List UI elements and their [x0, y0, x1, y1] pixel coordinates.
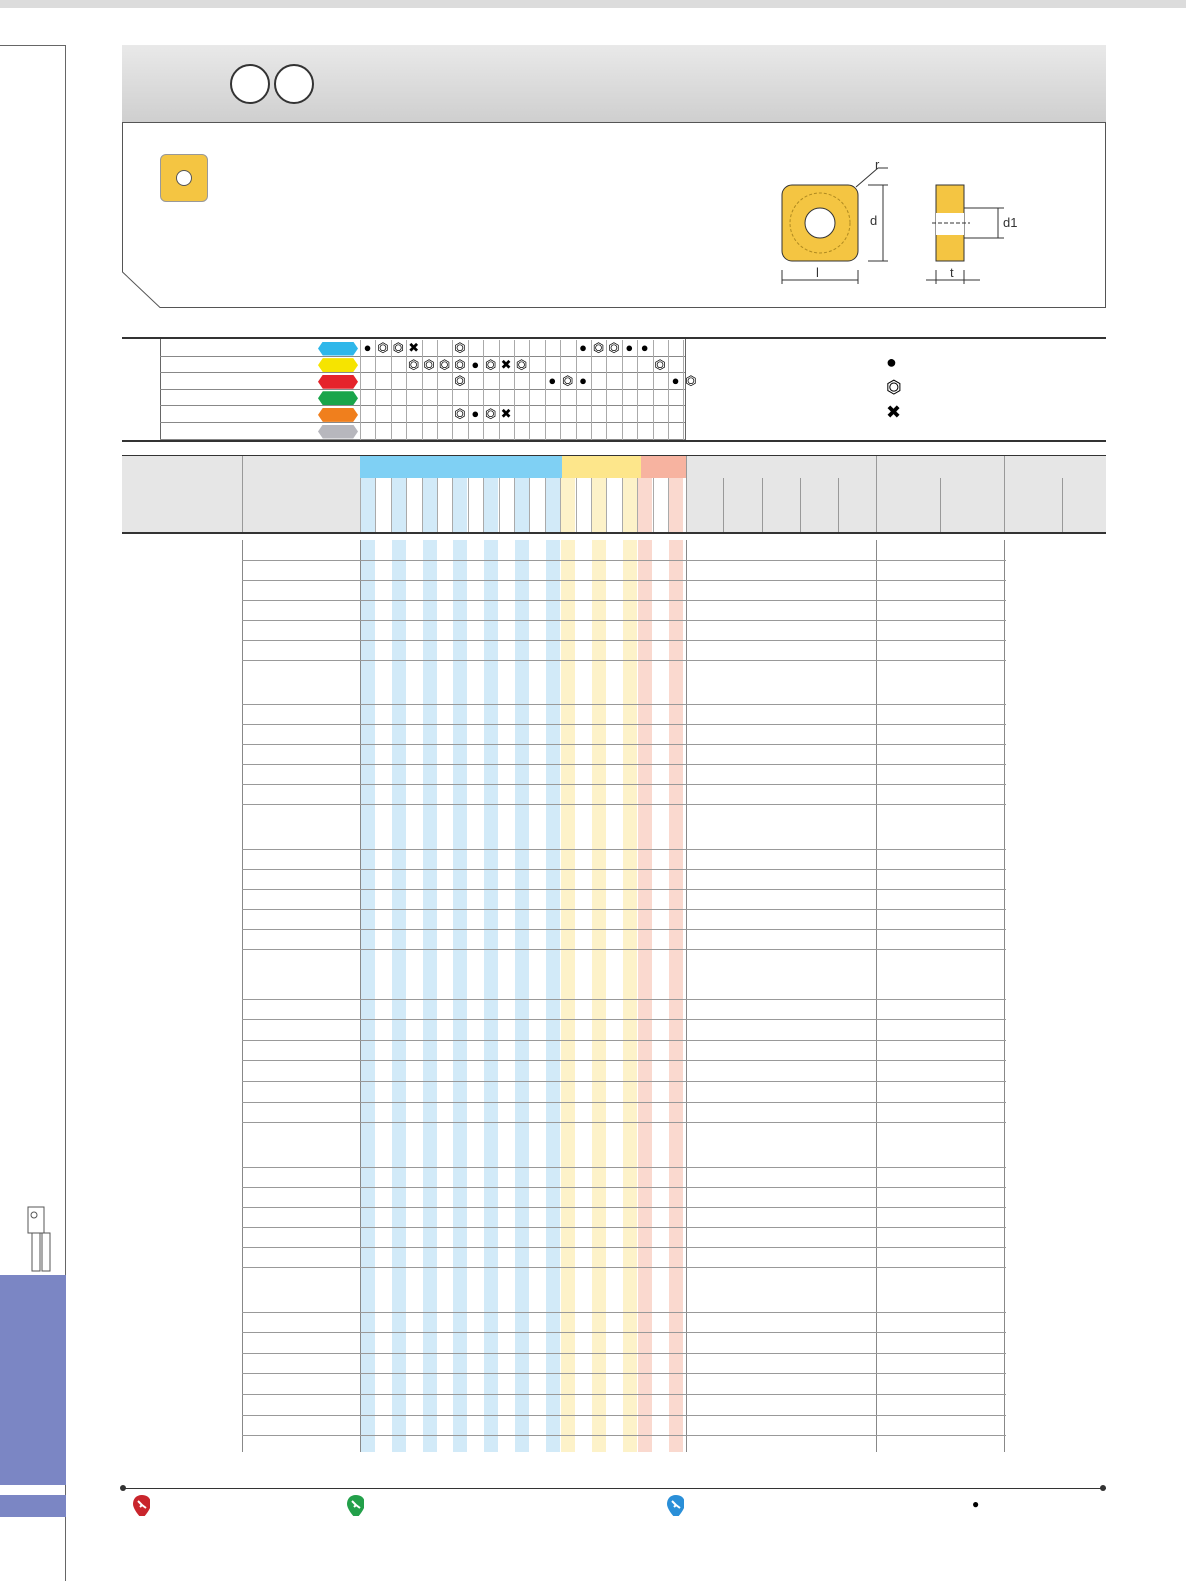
steel-chevron — [318, 342, 358, 356]
header-grade-divider — [637, 478, 638, 532]
legend-cell-line — [591, 406, 592, 423]
legend-cell-line — [591, 357, 592, 374]
legend-cell-line — [668, 390, 669, 407]
legend-bottom-rule — [122, 440, 1106, 442]
legend-cell-line — [606, 423, 607, 440]
hardened-chevron — [318, 425, 358, 439]
group-4-black-new-row-line — [242, 1040, 1006, 1041]
header-grade-divider — [375, 478, 376, 532]
grade-column-fill — [561, 540, 575, 1452]
legend-cell-line — [499, 373, 500, 390]
legend-cell-line — [360, 423, 361, 440]
legend-cell-line — [591, 423, 592, 440]
header-grade-column — [592, 478, 606, 532]
legend-symbol: ● — [671, 373, 680, 389]
legend-cell-line — [683, 357, 684, 374]
legend-cell-line — [360, 406, 361, 423]
legend-key-possible-symbol: ✖ — [886, 402, 902, 422]
group-3-gold-wide-row-line — [242, 909, 1006, 910]
group-4-black-new-row-line — [242, 1102, 1006, 1103]
body-divider — [1004, 540, 1005, 1452]
heat-resistant-chevron — [318, 408, 358, 422]
group-2-dark-chipbreaker-row-line — [242, 804, 1006, 805]
non-ferrous-chevron — [318, 391, 358, 405]
table-header-bottom-rule — [122, 532, 1106, 534]
legend-cell-line — [668, 423, 669, 440]
cast-iron-chevron — [318, 375, 358, 389]
header-grade-divider — [360, 478, 361, 532]
legend-cell-line — [637, 406, 638, 423]
grade-column-fill — [484, 540, 498, 1452]
legend-symbol: ⏣ — [515, 356, 528, 372]
legend-cell-line — [683, 390, 684, 407]
legend-cell-line — [499, 390, 500, 407]
legend-cell-line — [437, 406, 438, 423]
header-grade-divider — [422, 478, 423, 532]
legend-cell-line — [499, 423, 500, 440]
footer-pin-icon-2 — [346, 1494, 364, 1516]
legend-cell-line — [422, 406, 423, 423]
stainless-chevron — [318, 358, 358, 372]
header-grade-column — [561, 478, 575, 532]
group-2-dark-chipbreaker-row-line — [242, 744, 1006, 745]
legend-symbol: ● — [640, 340, 649, 355]
legend-cell-line — [529, 340, 530, 357]
legend-symbol: ⏣ — [377, 340, 389, 355]
group-6-silver-row-line — [242, 1332, 1006, 1333]
legend-cell-line — [545, 423, 546, 440]
header-grade-column — [546, 478, 560, 532]
legend-cell-line — [437, 340, 438, 357]
legend-cell-line — [545, 406, 546, 423]
legend-cell-line — [514, 340, 515, 357]
footer-dot-note: ● — [972, 1497, 980, 1511]
legend-cell-line — [529, 406, 530, 423]
group-5-gray-new-row-line — [242, 1167, 1006, 1168]
legend-symbol: ● — [625, 340, 634, 355]
header-circle-1 — [230, 64, 270, 104]
legend-cell-line — [545, 390, 546, 407]
legend-cell-line — [529, 390, 530, 407]
legend-cell-line — [606, 390, 607, 407]
grade-column-fill — [361, 540, 375, 1452]
legend-cell-line — [653, 406, 654, 423]
legend-cell-line — [375, 423, 376, 440]
legend-cell-line — [560, 340, 561, 357]
legend-cell-line — [529, 373, 530, 390]
dim-label-l: l — [816, 265, 819, 280]
legend-cell-line — [606, 406, 607, 423]
group-5-gray-new-row-line — [242, 1187, 1006, 1188]
legend-cell-line — [576, 423, 577, 440]
header-dim-divider — [876, 456, 877, 532]
legend-cell-line — [591, 390, 592, 407]
header-dim-divider — [940, 478, 941, 532]
legend-cell-line — [422, 340, 423, 357]
sidebar-frame — [0, 45, 66, 1205]
header-circle-2 — [274, 64, 314, 104]
legend-cell-line — [406, 423, 407, 440]
header-grade-column — [669, 478, 683, 532]
footer-rule-start — [120, 1485, 126, 1491]
header-grade-divider — [653, 478, 654, 532]
header-grade-column — [392, 478, 406, 532]
legend-cell-line — [360, 357, 361, 374]
legend-cell-line — [468, 340, 469, 357]
header-grade-column — [623, 478, 637, 532]
legend-cell-line — [468, 390, 469, 407]
legend-symbol: ⏣ — [438, 356, 451, 372]
header-dim-divider — [723, 478, 724, 532]
legend-cell-line — [375, 357, 376, 374]
legend-symbol: ✖ — [408, 340, 420, 355]
legend-symbol: ⏣ — [392, 340, 404, 355]
header-dim-divider — [762, 478, 763, 532]
holder-icon — [18, 1205, 58, 1275]
legend-cell-line — [391, 390, 392, 407]
grade-column-fill — [623, 540, 637, 1452]
legend-cell-line — [622, 406, 623, 423]
footer-pin-icon-3 — [666, 1494, 684, 1516]
group-4-black-new-row-line — [242, 1081, 1006, 1082]
group-1-gold-chipbreaker-row-line — [242, 600, 1006, 601]
legend-key-primary-symbol: ● — [886, 352, 897, 372]
header-cell-dimensions — [686, 456, 1106, 532]
grade-column-fill — [423, 540, 437, 1452]
section-tab[interactable] — [0, 1275, 66, 1485]
legend-cell-line — [391, 373, 392, 390]
header-grade-divider — [591, 478, 592, 532]
legend-cell-line — [483, 423, 484, 440]
section-tab-small[interactable] — [0, 1495, 66, 1517]
legend-cell-line — [514, 373, 515, 390]
group-4-black-new-row-line — [242, 999, 1006, 1000]
header-grade-divider — [668, 478, 669, 532]
header-grade-column — [423, 478, 437, 532]
legend-symbol: ⏣ — [654, 356, 666, 372]
legend-cell-line — [683, 406, 684, 423]
legend-key-secondary-symbol: ⏣ — [886, 377, 902, 397]
shape-icon-hole — [176, 170, 192, 186]
legend-cell-line — [637, 423, 638, 440]
grade-column-fill — [638, 540, 652, 1452]
grade-column-fill — [392, 540, 406, 1452]
group-4-black-new-row-line — [242, 1060, 1006, 1061]
group-5-gray-new-row-line — [242, 1247, 1006, 1248]
legend-cell-line — [391, 423, 392, 440]
legend-cell-line — [560, 423, 561, 440]
legend-cell-line — [606, 357, 607, 374]
legend-cell-line — [637, 373, 638, 390]
legend-symbol: ⏣ — [562, 373, 574, 389]
header-grade-column — [484, 478, 498, 532]
group-3-gold-wide-row-line — [242, 929, 1006, 930]
legend-cell-line — [622, 373, 623, 390]
group-4-black-new-row-line — [242, 1019, 1006, 1020]
grade-column-fill — [669, 540, 683, 1452]
group-6-silver-row-line — [242, 1312, 1006, 1313]
legend-symbol: ● — [579, 373, 588, 389]
legend-cell-line — [422, 423, 423, 440]
legend-cell-line — [514, 423, 515, 440]
header-dim-divider — [1062, 478, 1063, 532]
header-grade-divider — [529, 478, 530, 532]
legend-cell-line — [560, 357, 561, 374]
legend-cell-line — [406, 406, 407, 423]
legend-cell-line — [360, 390, 361, 407]
header-grade-divider — [514, 478, 515, 532]
legend-cell-line — [529, 423, 530, 440]
legend-symbol: ⏣ — [454, 340, 466, 355]
group-2-dark-chipbreaker-row-line — [242, 724, 1006, 725]
legend-cell-line — [622, 357, 623, 374]
dim-label-r: r — [875, 157, 880, 172]
group-1-gold-chipbreaker-row-line — [242, 640, 1006, 641]
legend-cell-line — [529, 357, 530, 374]
footer-rule — [122, 1488, 1106, 1489]
header-dim-divider — [1004, 456, 1005, 532]
group-3-gold-wide-row-line — [242, 949, 1006, 950]
grade-column-fill — [546, 540, 560, 1452]
group-6-silver-row-line — [242, 1353, 1006, 1354]
grade-column-fill — [515, 540, 529, 1452]
group-1-gold-chipbreaker-row-line — [242, 560, 1006, 561]
group-1-gold-chipbreaker-row-line — [242, 580, 1006, 581]
legend-cell-line — [622, 423, 623, 440]
group-5-gray-new-row-line — [242, 1227, 1006, 1228]
grade-column-fill — [592, 540, 606, 1452]
legend-cell-line — [560, 406, 561, 423]
group-5-gray-new-row-line — [242, 1207, 1006, 1208]
group-3-gold-wide-row-line — [242, 869, 1006, 870]
band-stainless — [562, 456, 641, 478]
legend-cell-line — [406, 390, 407, 407]
legend-cell-line — [683, 423, 684, 440]
dim-label-d1: d1 — [1003, 215, 1018, 230]
group-5-gray-new-row-line — [242, 1267, 1006, 1268]
legend-cell-line — [653, 373, 654, 390]
top-bar — [0, 0, 1186, 8]
band-cast — [641, 456, 686, 478]
legend-cell-line — [437, 423, 438, 440]
group-2-dark-chipbreaker-row-line — [242, 704, 1006, 705]
legend-cell-line — [422, 373, 423, 390]
legend-symbol: ⏣ — [592, 340, 605, 355]
legend-cell-line — [406, 373, 407, 390]
header-grade-divider — [576, 478, 577, 532]
legend-cell-line — [653, 340, 654, 357]
header-grade-column — [638, 478, 652, 532]
legend-cell-line — [468, 423, 469, 440]
dim-label-d: d — [870, 213, 878, 228]
legend-cell-line — [576, 390, 577, 407]
legend-cell-line — [375, 390, 376, 407]
header-dim-divider — [800, 478, 801, 532]
legend-cell-line — [514, 406, 515, 423]
header-cell-designation — [242, 456, 360, 532]
legend-symbol: ● — [579, 340, 588, 355]
legend-cell-line — [668, 406, 669, 423]
group-3-gold-wide-row-line — [242, 849, 1006, 850]
legend-top-rule — [122, 337, 1106, 339]
legend-symbol: ● — [471, 406, 480, 422]
body-divider — [242, 540, 243, 1452]
legend-cell-line — [545, 357, 546, 374]
legend-cell-line — [452, 390, 453, 407]
header-grade-column — [515, 478, 529, 532]
band-steel — [360, 456, 562, 478]
legend-cell-line — [668, 340, 669, 357]
legend-symbol: ● — [471, 356, 480, 372]
legend-symbol: ✖ — [500, 356, 512, 372]
header-grade-column — [361, 478, 375, 532]
group-3-gold-wide-row-line — [242, 889, 1006, 890]
legend-symbol: ⏣ — [608, 340, 620, 355]
legend-right-border — [685, 339, 686, 440]
legend-cell-line — [637, 390, 638, 407]
header-grade-divider — [606, 478, 607, 532]
legend-cell-line — [375, 406, 376, 423]
legend-symbol: ✖ — [500, 406, 512, 422]
legend-cell-line — [668, 357, 669, 374]
legend-cell-line — [576, 357, 577, 374]
dim-label-t: t — [950, 265, 954, 280]
legend-symbol: ⏣ — [423, 356, 435, 372]
header-grade-divider — [406, 478, 407, 532]
legend-symbol: ⏣ — [685, 373, 697, 389]
legend-cell-line — [391, 357, 392, 374]
group-2-dark-chipbreaker-row-line — [242, 784, 1006, 785]
header-grade-divider — [622, 478, 623, 532]
group-1-gold-chipbreaker-row-line — [242, 620, 1006, 621]
legend-symbol: ⏣ — [485, 356, 497, 372]
legend-symbol: ⏣ — [454, 373, 466, 389]
body-divider — [360, 540, 361, 1452]
header-grade-divider — [452, 478, 453, 532]
group-6-silver-row-line — [242, 1373, 1006, 1374]
legend-cell-line — [653, 423, 654, 440]
legend-cell-line — [622, 390, 623, 407]
header-grade-divider — [391, 478, 392, 532]
header-grade-divider — [560, 478, 561, 532]
legend-symbol: ⏣ — [485, 406, 497, 422]
header-dim-divider — [838, 478, 839, 532]
legend-cell-line — [437, 373, 438, 390]
legend-cell-line — [637, 357, 638, 374]
header-grade-divider — [483, 478, 484, 532]
legend-cell-line — [653, 390, 654, 407]
legend-symbol: ⏣ — [454, 406, 466, 422]
group-6-silver-row-line — [242, 1394, 1006, 1395]
header-dim-divider — [686, 456, 687, 532]
legend-cell-line — [483, 373, 484, 390]
legend-cell-line — [483, 390, 484, 407]
legend-cell-line — [514, 390, 515, 407]
header-grade-divider — [468, 478, 469, 532]
header-cell-image — [122, 456, 242, 532]
legend-cell-line — [591, 373, 592, 390]
group-6-silver-row-line — [242, 1415, 1006, 1416]
body-divider — [876, 540, 877, 1452]
legend-cell-line — [360, 373, 361, 390]
header-grade-column — [453, 478, 467, 532]
legend-cell-line — [576, 406, 577, 423]
legend-cell-line — [499, 340, 500, 357]
legend-cell-line — [683, 340, 684, 357]
legend-symbol: ● — [363, 340, 372, 355]
group-6-silver-row-line — [242, 1435, 1006, 1436]
legend-cell-line — [606, 373, 607, 390]
legend-cell-line — [375, 373, 376, 390]
legend-cell-line — [483, 340, 484, 357]
legend-cell-line — [391, 406, 392, 423]
header-grade-divider — [545, 478, 546, 532]
body-divider — [686, 540, 687, 1452]
legend-cell-line — [560, 390, 561, 407]
group-2-dark-chipbreaker-row-line — [242, 764, 1006, 765]
legend-symbol: ● — [548, 373, 557, 389]
header-grade-divider — [437, 478, 438, 532]
group-4-black-new-row-line — [242, 1122, 1006, 1123]
legend-cell-line — [468, 373, 469, 390]
footer-rule-end — [1100, 1485, 1106, 1491]
legend-symbol: ⏣ — [408, 356, 420, 372]
group-1-gold-chipbreaker-row-line — [242, 660, 1006, 661]
legend-cell-line — [437, 390, 438, 407]
header-grade-divider — [499, 478, 500, 532]
legend-symbol: ⏣ — [454, 356, 466, 372]
grade-column-fill — [453, 540, 467, 1452]
legend-cell-line — [422, 390, 423, 407]
legend-cell-line — [452, 423, 453, 440]
footer-pin-icon-1 — [132, 1494, 150, 1516]
legend-cell-line — [545, 340, 546, 357]
